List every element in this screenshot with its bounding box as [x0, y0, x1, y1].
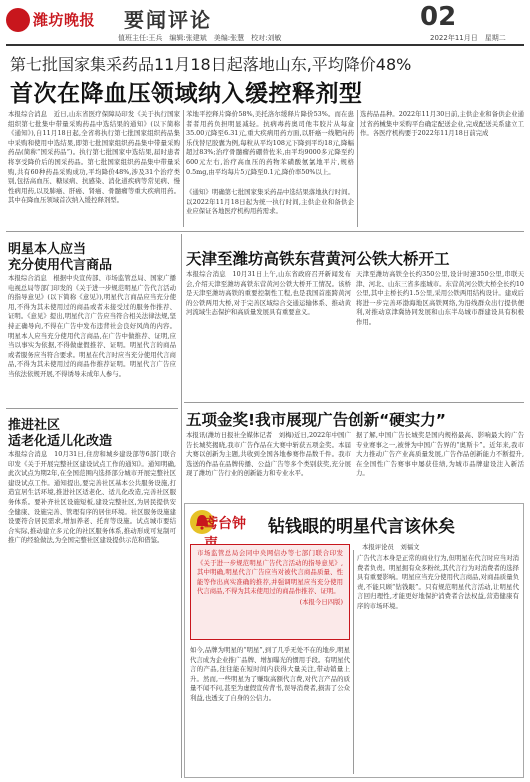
community-article-body: 本报综合消息 10月31日,住房和城乡建设部等6部门联合印发《关于开展完整社区建设试点工作的通知》。通知明确,此次试点为期2年,在全国范围内选择部分城市开展完整社区建设试点工作。通知提出,要完善社区基本公共服务设施,打造宜居生活环境,推进社区适老化、适儿化改造,完善社区服务体系。要补齐社区设施短板,建设完整社区,为居民提供安全健康、设施完善、管理有序的居住环境。社区服务设施建设要符合居民需求,增加养老、托育等设施。试点城市要结合实际,推动建立多元化的社区服务体系,推动形成可复制可推广的经验做法,为全国完整社区建设提供示范和借鉴。 [8, 450, 176, 545]
page-number: 02 [420, 2, 457, 32]
lead-column-1: 本报综合消息 近日,山东省医疗保障局印发《关于执行国家组织第七批集中带量采购药品中选结果的通知》(以下简称《通知》),自11月18日起,全省将执行第七批国家组织药品集中采购和使用中选结果,即第七批国家组织药品集中带量采购药品(简称“国采药品”)。执行第七批国家中选结果,届时患者将享受降价后的国采药品。第七批国家组织药品集中带量采购,共有60种药品采购成功,平均降价48%,涉及31个治疗类别,包括高血压、糖尿病、抗感染、消化道疾病等常见病、慢性病用药,以及肺癌、肝癌、肾癌、骨髓瘤等重大疾病用药。其中在降血压领域首次纳入缓控释剂型。 [8, 110, 180, 205]
column-divider [181, 234, 182, 778]
awards-body-right: 据了解,中国广告长城奖是国内规格最高、影响最大的广告专业赛事之一,被誉为中国广告界的“奥斯卡”。近年来,我市大力推动广告产业高质量发展,广告作品创新能力不断提升,在全国性广告赛事中屡获佳绩,为城市品牌建设注入新活力。 [356, 431, 524, 478]
masthead-logo [6, 6, 111, 32]
opinion-byline: 本报评论员 刘福文 [362, 543, 420, 551]
opinion-body-left: 如今,品牌为明星的“明星”,到了几乎无处不在的地步,明星代言成为企业推广品牌、增加曝光的惯用手段。有明星代言的产品,往往能在短时间内获得大量关注,带动销量上升。然而,一些明星为了赚取高额代言费,对代言产品的质量不闻不问,甚至为虚假宣传背书,误导消费者,损害了公众利益,也透支了自身的公信力。 [190, 646, 350, 702]
section-divider [6, 408, 178, 409]
promo-text: 市场监管总局会同中央网信办等七部门联合印发《关于进一步规范明星广告代言活动的指导意见》,其中明确,明星代言广告应当对被代言商品质量、性能等作出真实准确的推荐,并强调明星应当充分使用代言商品,不得为其未使用过的商品作推荐、证明。 [197, 549, 343, 596]
opinion-body-right: 广告代言本身是正常的商业行为,但明星在代言时应当对消费者负责。明星拥有众多粉丝,其代言行为对消费者的选择具有重要影响。明星应当充分使用代言商品,对商品质量负责,不能只顾“钻钱眼”。只有规范明星代言活动,让明星代言回归理性,才能更好地保护消费者合法权益,营造健康有序的市场环境。 [357, 554, 519, 610]
ad-article-subtitle: 充分使用代言商品 [8, 258, 113, 273]
section-title: 要闻评论 [124, 8, 212, 32]
newspaper-emblem-icon [6, 8, 30, 32]
ad-article-title: 明星本人应当 [8, 242, 87, 257]
column-brand [190, 508, 258, 538]
promo-box [190, 544, 350, 640]
community-article-title: 推进社区 [8, 418, 61, 433]
lead-kicker: 第七批国家集采药品11月18日起落地山东,平均降价48% [10, 55, 412, 74]
awards-article-title: 五项金奖!我市展现广告创新“硬实力” [186, 411, 446, 429]
lead-column-3: 选药品品种。2022年11月30日前,主供企业和备供企业通过省药械集中采购平台确定配送企业,完成配送关系建立工作。各医疗机构要于2022年11月18日前完成 [360, 110, 524, 138]
railway-article-title: 天津至潍坊高铁东营黄河公铁大桥开工 [186, 250, 450, 268]
lead-notice: 《通知》明确第七批国家集采药品中选结果落地执行时间。以2022年11月18日起为统一执行时间,主供企业和备供企业应保证各地医疗机构用药需求。 [186, 188, 354, 216]
railway-body-right: 天津至潍坊高铁全长约350公里,设计时速350公里,串联天津、河北、山东三省多座城市。东营黄河公铁大桥全长约10公里,其中主桥长约1.5公里,采用公铁两用结构设计。建成后将进一步完善环渤海地区高铁网络,为沿线群众出行提供便利,对推动京津冀协同发展和山东半岛城市群建设具有积极作用。 [356, 270, 524, 326]
paper-name: 潍坊晚报 [33, 11, 96, 29]
section-divider [6, 231, 524, 232]
promo-note: (本报今日四版) [299, 597, 343, 606]
column-divider [353, 550, 354, 774]
header-divider [6, 44, 524, 46]
issue-date: 2022年11月日 星期二 [430, 34, 506, 42]
staff-credits: 值班主任:王兵 编辑:张建斌 美编:张慧 校对:刘敏 [118, 34, 282, 42]
column-divider [357, 110, 358, 227]
opinion-title: 钻钱眼的明星代言该休矣 [268, 517, 455, 537]
ad-article-body: 本报综合消息 根据中央宣传部、市场监管总局、国家广播电视总局等部门印发的《关于进一步规范明星广告代言活动的指导意见》(以下简称《意见》),明星代言商品应当充分使用,不得为其未使用过的商品或者未接受过的服务作推荐、证明。《意见》提出,明星代言广告应当符合相关法律法规,坚持正确导向,不得在广告中发布违背社会良好风尚的内容。明星本人应当充分使用代言商品,在广告中做推荐、证明,应当以事实为依据,不得做虚假推荐、证明。明星代言的商品或者服务应当符合要求。明星在代言时应当充分使用代言商品,不得为其未使用过的商品作推荐证明。明星代言广告应当依法依规开展,不得诱导未成年人参与。 [8, 274, 176, 378]
community-article-subtitle: 适老化适儿化改造 [8, 434, 113, 449]
column-name: 鸢台钟 [204, 516, 246, 532]
lead-column-2: 苯地平控释片降价58%,美托洛尔缓释片降价53%。而在患者者用药负担明显减轻。抗病毒药奥司他韦胶片从每盒35.00元降至6.31元,重大疾病用药方面,以肝癌一线靶向药乐伐替尼胶囊为例,每粒从平均108元下降到平均18元,降幅超过83%;治疗骨髓瘤药硼替佐米,由平均9000多元降至约600元左右,治疗高血压的药物苯磺酸氨氯地平片,规格0.5mg,由平均每片5元降至0.1元,降价率50%以上。 [186, 110, 354, 176]
lead-headline: 首次在降血压领域纳入缓控释剂型 [10, 81, 363, 107]
railway-body-left: 本报综合消息 10月31日上午,山东省政府召开新闻发布会,介绍天津至潍坊高铁东营黄河公铁大桥开工情况。该桥是天津至潍坊高铁的重要控制性工程,也是我国首座跨黄河的公铁两用大桥,对于完善区域综合交通运输体系、推动黄河流域生态保护和高质量发展具有重要意义。 [186, 270, 351, 317]
awards-body-left: 本报讯(潍坊日报社全媒体记者 刘梅)近日,2022年中国广告长城奖揭晓,我市广告作品在大赛中斩获五项金奖。本届大赛以创新为主题,共收到全国各地参赛作品数千件。我市选送的作品在品牌传播、公益广告等多个类别获奖,充分展现了潍坊广告行业的创新能力和专业水平。 [186, 431, 351, 478]
section-divider [184, 402, 524, 403]
column-divider [183, 110, 184, 227]
